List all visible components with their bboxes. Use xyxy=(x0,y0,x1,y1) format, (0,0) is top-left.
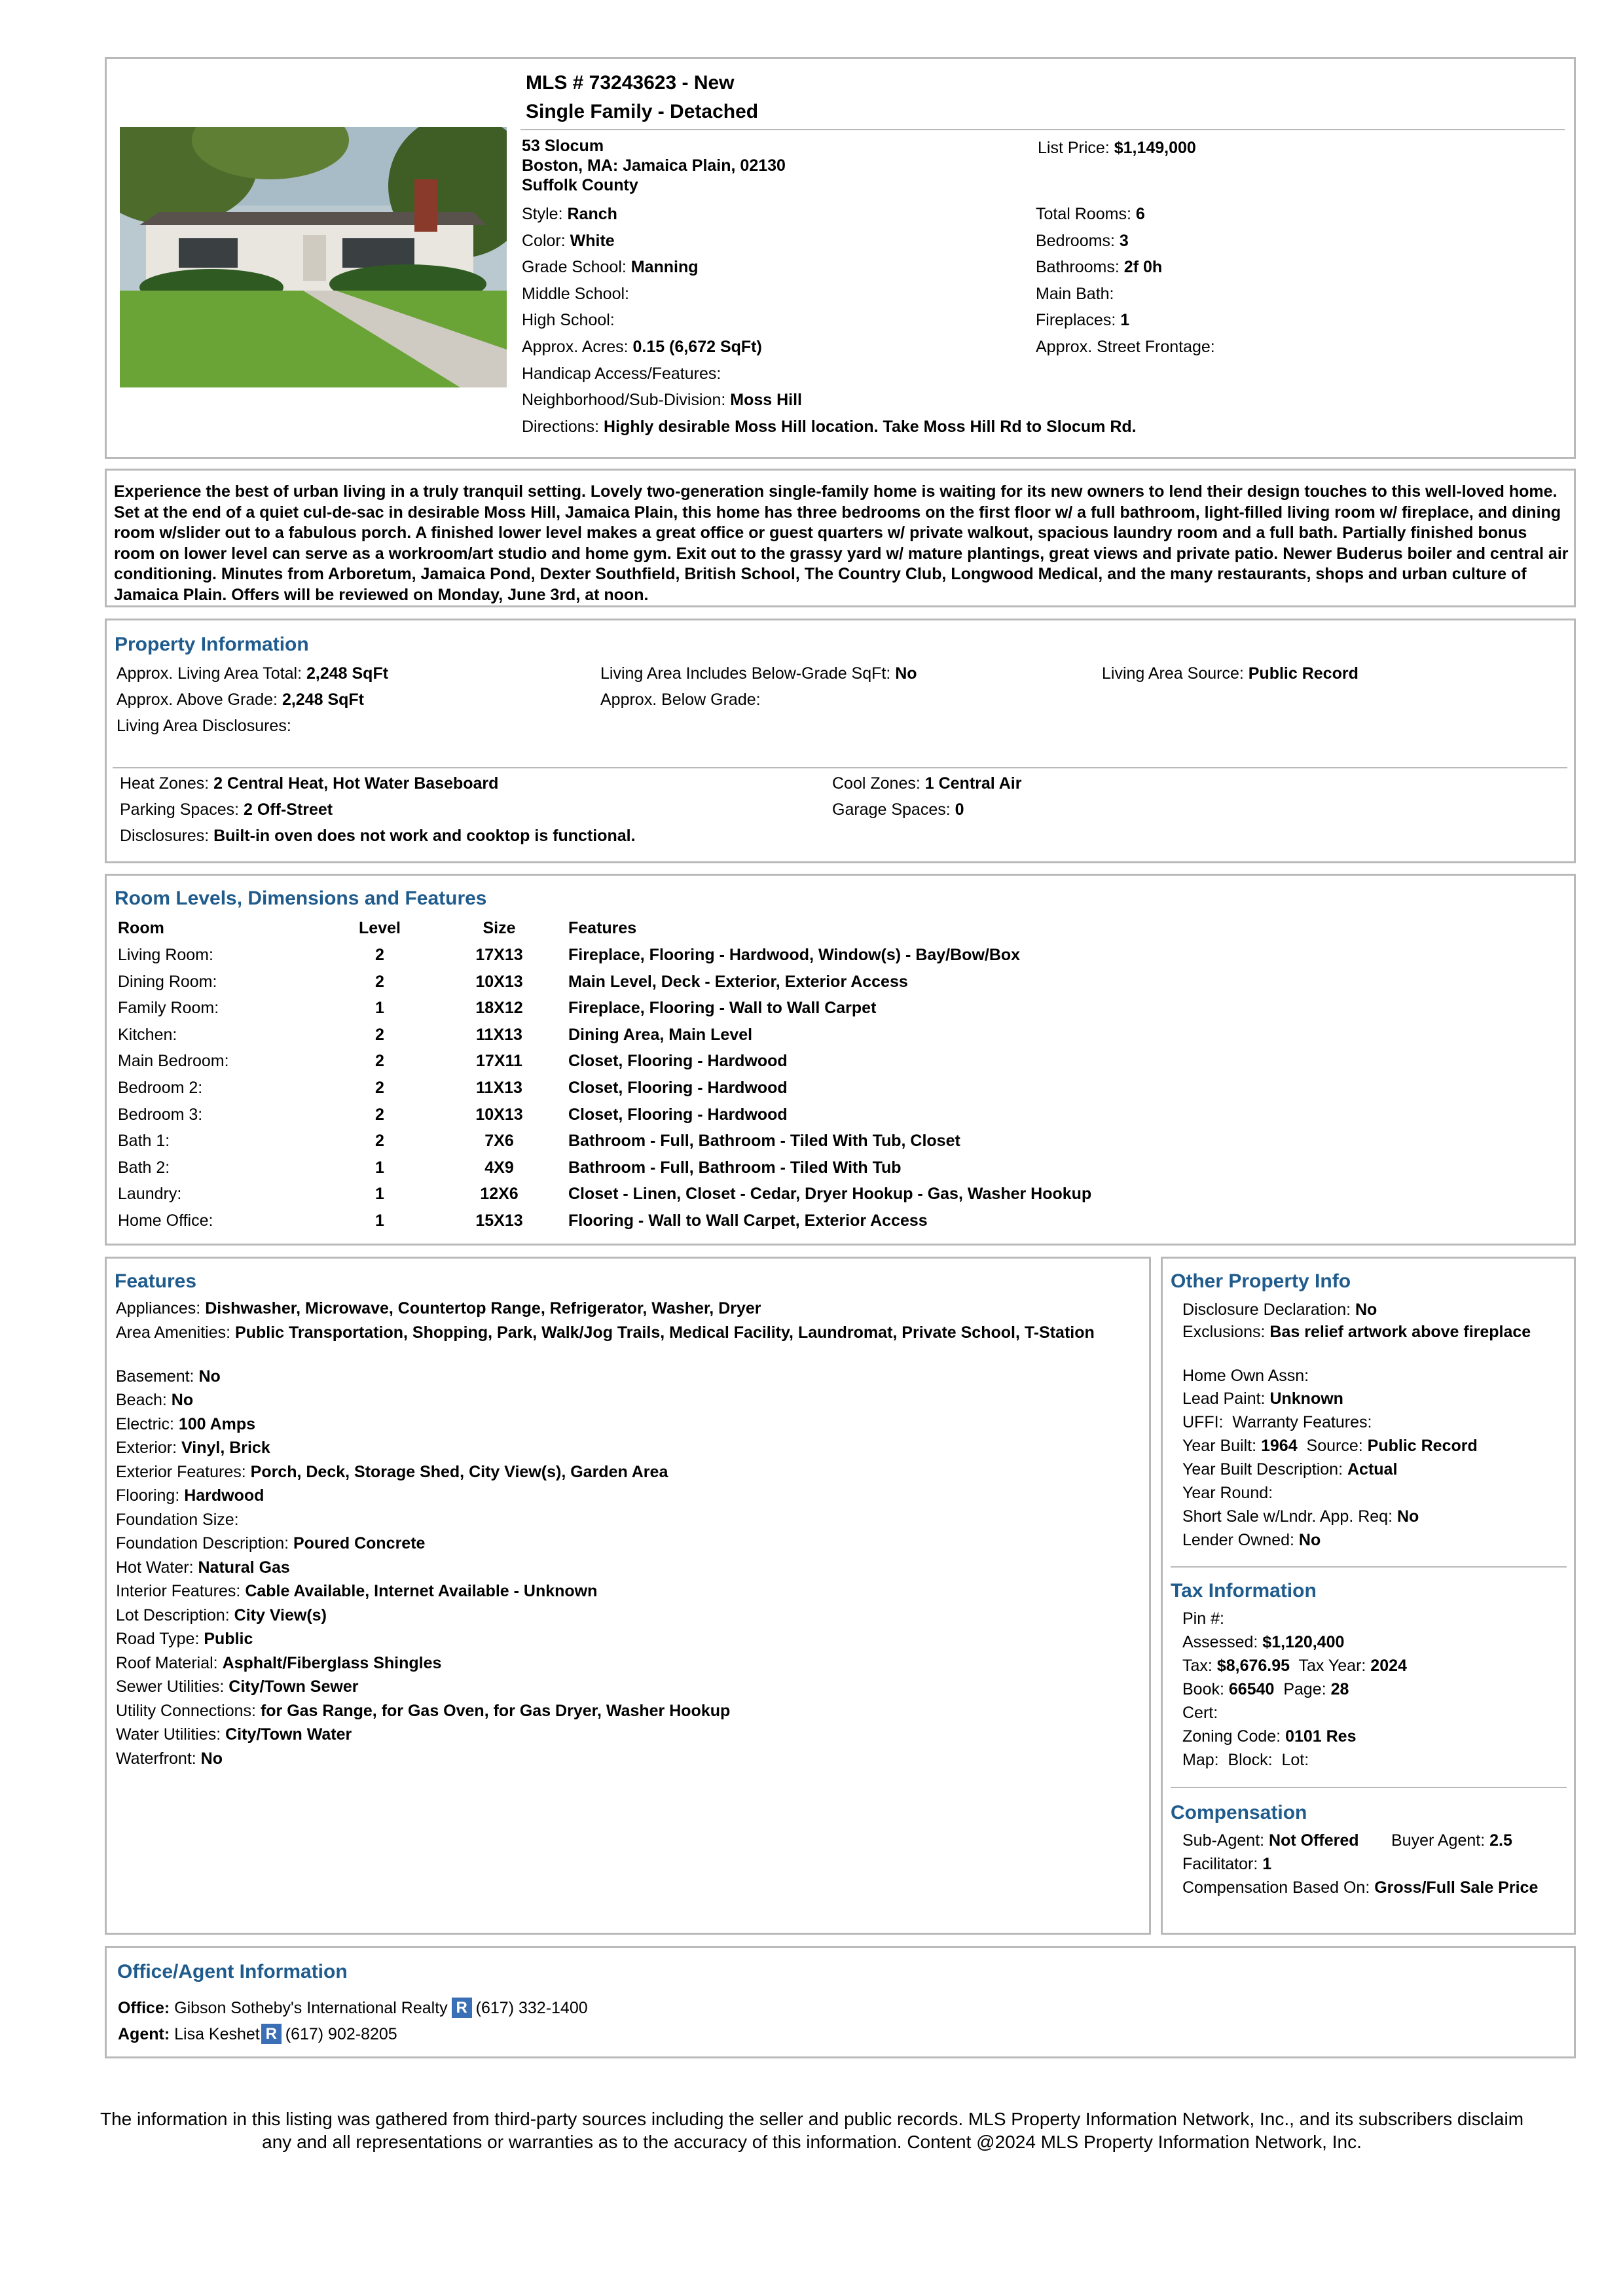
feature-item xyxy=(116,1299,1137,1318)
detail-left-3 xyxy=(522,284,629,304)
list-price: List Price: $1,149,000 xyxy=(1038,139,1196,157)
room-row-size: 17X11 xyxy=(476,1052,522,1071)
detail-left-1 xyxy=(522,231,615,251)
room-row-level: 1 xyxy=(375,1158,384,1177)
room-row-level: 1 xyxy=(375,999,384,1018)
feature-item xyxy=(116,1558,1137,1577)
house-photo-image xyxy=(120,127,507,387)
cert: Cert: xyxy=(1182,1704,1218,1722)
room-row-size: 18X12 xyxy=(475,999,523,1018)
feature-item-value: No xyxy=(171,1391,194,1409)
property-info-divider xyxy=(113,767,1567,768)
detail-left-8-label: Directions: xyxy=(522,417,600,436)
living-area-disclosures: Living Area Disclosures: xyxy=(117,717,291,735)
living-area-total: Approx. Living Area Total: 2,248 SqFt xyxy=(117,664,389,683)
mls-number: MLS # 73243623 - New xyxy=(526,72,735,94)
compensation-title: Compensation xyxy=(1171,1802,1307,1823)
feature-item xyxy=(116,1605,1137,1625)
room-row-features: Dining Area, Main Level xyxy=(568,1025,753,1044)
room-row-features: Fireplace, Flooring - Wall to Wall Carpet xyxy=(568,999,877,1018)
feature-item-value: Porch, Deck, Storage Shed, City View(s), Garden Area xyxy=(250,1462,668,1481)
room-row-size: 11X13 xyxy=(476,1025,522,1044)
room-row-features: Closet - Linen, Closet - Cedar, Dryer Hookup - Gas, Washer Hookup xyxy=(568,1185,1092,1204)
feature-item xyxy=(116,1462,1137,1482)
detail-left-6-label: Handicap Access/Features: xyxy=(522,364,721,383)
room-row-features: Bathroom - Full, Bathroom - Tiled With Tub xyxy=(568,1158,902,1177)
feature-item-value: Public Transportation, Shopping, Park, Walk/Jog Trails, Medical Facility, Laundromat, Private School, T-Station xyxy=(235,1323,1095,1342)
room-row-room: Home Office: xyxy=(118,1211,213,1230)
below-grade: Approx. Below Grade: xyxy=(600,691,761,709)
feature-item-label: Water Utilities: xyxy=(116,1725,221,1744)
feature-item xyxy=(116,1438,1137,1458)
feature-item-value: No xyxy=(198,1367,221,1386)
rooms-header-size: Size xyxy=(483,919,516,937)
office-phone: (617) 332-1400 xyxy=(475,1998,588,2017)
detail-right-3 xyxy=(1036,284,1114,304)
year-built: Year Built: 1964 Source: Public Record xyxy=(1182,1437,1478,1455)
feature-item-label: Waterfront: xyxy=(116,1749,196,1768)
feature-item-value: City/Town Sewer xyxy=(228,1677,359,1696)
agent-name: Lisa Keshet xyxy=(174,2024,260,2043)
feature-item-label: Interior Features: xyxy=(116,1582,241,1600)
feature-item xyxy=(116,1534,1137,1553)
year-round: Year Round: xyxy=(1182,1484,1273,1502)
office-title: Office/Agent Information xyxy=(117,1961,348,1982)
exclusions: Exclusions: Bas relief artwork above fireplace xyxy=(1182,1323,1531,1341)
above-grade: Approx. Above Grade: 2,248 SqFt xyxy=(117,691,364,709)
tax-amount: Tax: $8,676.95 Tax Year: 2024 xyxy=(1182,1657,1407,1675)
rooms-title: Room Levels, Dimensions and Features xyxy=(115,888,487,909)
feature-item-label: Foundation Size: xyxy=(116,1510,239,1529)
feature-item xyxy=(116,1510,1137,1530)
detail-left-7 xyxy=(522,390,802,410)
feature-item xyxy=(116,1486,1137,1505)
feature-item-value: Asphalt/Fiberglass Shingles xyxy=(222,1653,442,1672)
detail-left-2-label: Grade School: xyxy=(522,258,627,277)
detail-left-5 xyxy=(522,337,762,357)
detail-right-5 xyxy=(1036,337,1215,357)
buyer-agent: Buyer Agent: 2.5 xyxy=(1391,1831,1512,1850)
feature-item xyxy=(116,1701,1137,1721)
detail-left-5-label: Approx. Acres: xyxy=(522,338,629,356)
detail-left-5-value: 0.15 (6,672 SqFt) xyxy=(632,338,762,356)
detail-right-0-value: 6 xyxy=(1135,205,1145,223)
facilitator: Facilitator: 1 xyxy=(1182,1855,1272,1873)
feature-item-label: Sewer Utilities: xyxy=(116,1677,225,1696)
room-row-room: Laundry: xyxy=(118,1185,182,1204)
office-name: Gibson Sotheby's International Realty xyxy=(174,1998,448,2017)
feature-item-label: Basement: xyxy=(116,1367,194,1386)
room-row-size: 10X13 xyxy=(475,972,523,991)
detail-left-8 xyxy=(522,417,1137,437)
book-page: Book: 66540 Page: 28 xyxy=(1182,1680,1349,1698)
feature-item xyxy=(116,1367,1137,1386)
room-row-room: Bath 2: xyxy=(118,1158,170,1177)
feature-item xyxy=(116,1629,1137,1649)
other-info-title: Other Property Info xyxy=(1171,1270,1351,1292)
detail-right-4-value: 1 xyxy=(1120,311,1130,330)
room-row-size: 10X13 xyxy=(475,1105,523,1124)
compensation-based-on: Compensation Based On: Gross/Full Sale Price xyxy=(1182,1878,1539,1897)
detail-right-2-label: Bathrooms: xyxy=(1036,258,1120,277)
detail-right-0-label: Total Rooms: xyxy=(1036,205,1131,223)
year-built-description: Year Built Description: Actual xyxy=(1182,1460,1398,1479)
room-row-level: 2 xyxy=(375,1052,384,1071)
feature-item-label: Exterior Features: xyxy=(116,1462,246,1481)
detail-left-8-value: Highly desirable Moss Hill location. Take Moss Hill Rd to Slocum Rd. xyxy=(604,417,1137,436)
room-row-room: Family Room: xyxy=(118,999,219,1018)
feature-item-value: Natural Gas xyxy=(198,1558,290,1577)
disclaimer-footer: The information in this listing was gathered from third-party sources including the seller and public records. MLS Property Information Network, Inc., and its subscribers disclaim any and all representations or warranties as to the accuracy of this information. Content @2024 MLS Property Information Network, Inc. xyxy=(100,2109,1524,2152)
feature-item xyxy=(116,1677,1137,1696)
heat-zones: Heat Zones: 2 Central Heat, Hot Water Baseboard xyxy=(120,774,499,793)
feature-item-value: City/Town Water xyxy=(225,1725,352,1744)
feature-item-label: Exterior: xyxy=(116,1439,177,1457)
detail-left-4 xyxy=(522,310,615,330)
room-row-room: Kitchen: xyxy=(118,1025,177,1044)
room-row-level: 1 xyxy=(375,1211,384,1230)
room-row-room: Living Room: xyxy=(118,946,213,964)
other-info-divider-2 xyxy=(1171,1787,1567,1788)
detail-left-2-value: Manning xyxy=(630,258,699,277)
detail-left-7-value: Moss Hill xyxy=(730,391,802,410)
home-own-assn: Home Own Assn: xyxy=(1182,1367,1309,1385)
detail-left-3-label: Middle School: xyxy=(522,284,629,303)
pin-number: Pin #: xyxy=(1182,1609,1224,1628)
zoning-code: Zoning Code: 0101 Res xyxy=(1182,1727,1357,1746)
room-row-size: 11X13 xyxy=(476,1079,522,1097)
feature-item-label: Flooring: xyxy=(116,1486,180,1505)
room-row-room: Dining Room: xyxy=(118,972,217,991)
living-area-below-grade: Living Area Includes Below-Grade SqFt: No xyxy=(600,664,917,683)
realtor-logo-icon: R xyxy=(452,1998,472,2018)
detail-left-7-label: Neighborhood/Sub-Division: xyxy=(522,391,726,410)
detail-right-0 xyxy=(1036,204,1145,224)
room-row-features: Flooring - Wall to Wall Carpet, Exterior Access xyxy=(568,1211,928,1230)
feature-item-label: Appliances: xyxy=(116,1299,201,1318)
room-row-features: Closet, Flooring - Hardwood xyxy=(568,1079,788,1097)
remarks: Experience the best of urban living in a truly tranquil setting. Lovely two-generation single-family home is waiting for its new owners to lend their design touches to this well-loved home. Set at the end of a quiet cul-de-sac in desirable Moss Hill, Jamaica Plain, this home has three bedrooms on the first floor w/ a full bathroom, light-filled living room w/ fireplace, and dining room w/slider out to a fabulous porch. A finished lower level makes a great office or guest quarters w/ private walkout, spacious laundry room and a full bath. Partially finished bonus room on lower level can serve as a workroom/art studio and home gym. Exit out to the grassy yard w/ mature plantings, great views and private patio. Newer Buderus boiler and central air conditioning. Minutes from Arboretum, Jamaica Pond, Dexter Southfield, British School, The Country Club, Longwood Medical, and the many restaurants, shops and urban culture of Jamaica Plain. Offers will be reviewed on Monday, June 3rd, at noon. xyxy=(114,482,1569,604)
feature-item xyxy=(116,1390,1137,1410)
realtor-logo-icon: R xyxy=(261,2024,282,2044)
detail-left-1-value: White xyxy=(570,231,615,250)
uffi-warranty: UFFI: Warranty Features: xyxy=(1182,1413,1372,1431)
feature-item-label: Utility Connections: xyxy=(116,1701,256,1720)
detail-right-2-value: 2f 0h xyxy=(1123,258,1163,277)
feature-item-label: Area Amenities: xyxy=(116,1323,231,1342)
room-row-size: 4X9 xyxy=(484,1158,514,1177)
features-title: Features xyxy=(115,1270,197,1292)
header-divider xyxy=(520,129,1565,130)
room-row-features: Closet, Flooring - Hardwood xyxy=(568,1105,788,1124)
parking-spaces: Parking Spaces: 2 Off-Street xyxy=(120,800,333,819)
feature-item-label: Lot Description: xyxy=(116,1605,230,1624)
detail-left-0 xyxy=(522,204,617,224)
detail-right-4 xyxy=(1036,310,1129,330)
office-line: Office: Gibson Sotheby's International Realty R (617) 332-1400 xyxy=(118,1998,588,2017)
feature-item-value: Dishwasher, Microwave, Countertop Range, Refrigerator, Washer, Dryer xyxy=(205,1299,761,1318)
assessed: Assessed: $1,120,400 xyxy=(1182,1633,1345,1651)
disclosures: Disclosures: Built-in oven does not work and cooktop is functional. xyxy=(120,827,636,845)
room-row-level: 2 xyxy=(375,1079,384,1097)
room-row-room: Bath 1: xyxy=(118,1132,170,1151)
sub-agent: Sub-Agent: Not Offered xyxy=(1182,1831,1359,1850)
room-row-level: 2 xyxy=(375,1132,384,1151)
tax-title: Tax Information xyxy=(1171,1580,1317,1602)
feature-item-value: Poured Concrete xyxy=(293,1534,426,1552)
room-row-features: Closet, Flooring - Hardwood xyxy=(568,1052,788,1071)
feature-item-value: 100 Amps xyxy=(178,1414,256,1433)
room-row-size: 12X6 xyxy=(480,1185,519,1204)
agent-line: Agent: Lisa Keshet R (617) 902-8205 xyxy=(118,2024,397,2043)
detail-left-6 xyxy=(522,364,721,384)
feature-item-value: Cable Available, Internet Available - Unknown xyxy=(245,1582,598,1600)
detail-left-0-label: Style: xyxy=(522,205,563,223)
feature-item-label: Hot Water: xyxy=(116,1558,194,1577)
room-row-size: 17X13 xyxy=(475,946,523,964)
garage-spaces: Garage Spaces: 0 xyxy=(832,800,964,819)
address-county: Suffolk County xyxy=(522,176,638,194)
room-row-features: Main Level, Deck - Exterior, Exterior Access xyxy=(568,972,908,991)
disclosure-declaration: Disclosure Declaration: No xyxy=(1182,1300,1377,1319)
feature-item xyxy=(116,1749,1137,1768)
feature-item-label: Foundation Description: xyxy=(116,1534,289,1552)
detail-right-1-label: Bedrooms: xyxy=(1036,231,1115,250)
rooms-header-room: Room xyxy=(118,919,164,937)
room-row-size: 7X6 xyxy=(484,1132,514,1151)
room-row-features: Fireplace, Flooring - Hardwood, Window(s) - Bay/Bow/Box xyxy=(568,946,1021,964)
detail-right-4-label: Fireplaces: xyxy=(1036,311,1116,330)
address-city: Boston, MA: Jamaica Plain, 02130 xyxy=(522,156,786,175)
room-row-size: 15X13 xyxy=(475,1211,523,1230)
room-row-features: Bathroom - Full, Bathroom - Tiled With Tub, Closet xyxy=(568,1132,960,1151)
feature-item xyxy=(116,1725,1137,1744)
property-photo xyxy=(120,127,507,387)
agent-phone: (617) 902-8205 xyxy=(285,2024,397,2043)
property-info-title: Property Information xyxy=(115,634,309,655)
feature-item-value: for Gas Range, for Gas Oven, for Gas Dryer, Washer Hookup xyxy=(260,1701,731,1720)
room-row-room: Main Bedroom: xyxy=(118,1052,229,1071)
other-info-divider-1 xyxy=(1171,1566,1567,1568)
property-type: Single Family - Detached xyxy=(526,101,759,122)
detail-right-1 xyxy=(1036,231,1129,251)
feature-item xyxy=(116,1323,1137,1342)
detail-right-5-label: Approx. Street Frontage: xyxy=(1036,338,1215,356)
room-row-level: 2 xyxy=(375,946,384,964)
address-street: 53 Slocum xyxy=(522,137,604,155)
room-row-room: Bedroom 2: xyxy=(118,1079,203,1097)
detail-right-3-label: Main Bath: xyxy=(1036,284,1114,303)
feature-item-value: Public xyxy=(204,1630,253,1648)
feature-item-value: No xyxy=(200,1749,223,1768)
lender-owned: Lender Owned: No xyxy=(1182,1531,1321,1549)
living-area-source: Living Area Source: Public Record xyxy=(1102,664,1359,683)
map-block-lot: Map: Block: Lot: xyxy=(1182,1751,1309,1769)
feature-item-label: Road Type: xyxy=(116,1630,200,1648)
detail-left-0-value: Ranch xyxy=(567,205,617,223)
room-row-level: 2 xyxy=(375,1025,384,1044)
feature-item-label: Electric: xyxy=(116,1414,174,1433)
cool-zones: Cool Zones: 1 Central Air xyxy=(832,774,1022,793)
feature-item xyxy=(116,1581,1137,1601)
detail-left-1-label: Color: xyxy=(522,231,566,250)
lead-paint: Lead Paint: Unknown xyxy=(1182,1390,1343,1408)
feature-item-value: City View(s) xyxy=(234,1605,327,1624)
feature-item-value: Hardwood xyxy=(184,1486,264,1505)
room-row-level: 2 xyxy=(375,972,384,991)
feature-item xyxy=(116,1414,1137,1434)
room-row-level: 1 xyxy=(375,1185,384,1204)
feature-item-label: Roof Material: xyxy=(116,1653,218,1672)
feature-item xyxy=(116,1653,1137,1673)
detail-left-2 xyxy=(522,257,699,277)
detail-right-2 xyxy=(1036,257,1162,277)
rooms-header-level: Level xyxy=(359,919,401,937)
short-sale: Short Sale w/Lndr. App. Req: No xyxy=(1182,1507,1419,1526)
feature-item-value: Vinyl, Brick xyxy=(181,1439,270,1457)
detail-left-4-label: High School: xyxy=(522,311,615,330)
rooms-header-features: Features xyxy=(568,919,637,937)
room-row-level: 2 xyxy=(375,1105,384,1124)
detail-right-1-value: 3 xyxy=(1119,231,1129,250)
feature-item-label: Beach: xyxy=(116,1391,167,1409)
room-row-room: Bedroom 3: xyxy=(118,1105,203,1124)
